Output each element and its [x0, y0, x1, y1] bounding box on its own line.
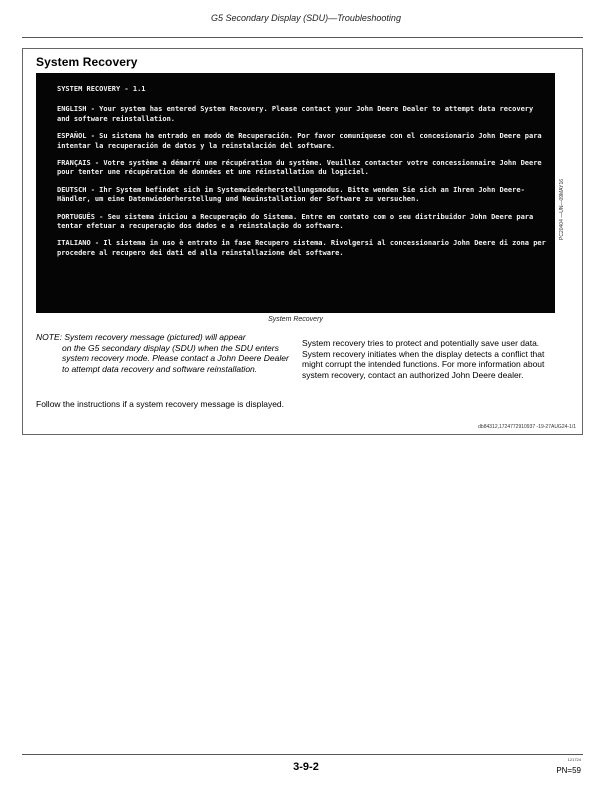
note-block [36, 332, 290, 374]
footer-code: 121724 [567, 757, 581, 762]
document-reference: db84312,1724772910937 -19-27AUG24-1/1 [478, 424, 576, 430]
note-label: NOTE: System recovery message (pictured) will appear [36, 332, 246, 342]
running-header: G5 Secondary Display (SDU)—Troubleshooting [211, 13, 401, 23]
screen-paragraph-portuguese: PORTUGUÊS - Seu sistema iniciou a Recuperação do Sistema. Entre em contato com o seu distribuidor John Deere para tentar efetuar a recuperação dos dados e a reinstalação do software. [57, 212, 534, 231]
screen-paragraph-english: ENGLISH - Your system has entered System Recovery. Please contact your John Deere Dealer to attempt data recovery and software reinstallation. [57, 105, 534, 123]
screen-paragraph-german: DEUTSCH - Ihr System befindet sich im Systemwiederherstellungsmodus. Bitte wenden Sie sich an Ihren John Deere-Händler, um eine Datenwiederherstellung und Neuinstallation der Software zu versuchen. [57, 185, 525, 204]
section-title: System Recovery [36, 55, 138, 69]
note-body: on the G5 secondary display (SDU) when the SDU enters system recovery mode. Please contact a John Deere Dealer to attempt data recovery and software reinstallation. [62, 342, 289, 374]
screen-paragraph-italian: ITALIANO - Il sistema in uso è entrato in fase Recupero sistema. Rivolgersi al concessionario John Deere di zona per procedere al recupero dei dati ed alla reinstallazione del software. [57, 239, 546, 257]
screen-title: SYSTEM RECOVERY - 1.1 [57, 85, 146, 93]
screen-paragraph-french: FRANÇAIS - Votre système a démarré une récupération du système. Veuillez contacter votre concessionnaire John Deere pour tenter une récupération de données et une réinstallation du logiciel. [57, 159, 542, 177]
header-divider [22, 37, 583, 38]
description-paragraph: System recovery tries to protect and potentially save user data. System recovery initiates when the display detects a conflict that might corrupt the intended functions. For more information about system recovery, contact an authorized John Deere dealer. [302, 338, 545, 380]
figure-caption: System Recovery [268, 316, 323, 323]
screen-paragraph-spanish: ESPAÑOL - Su sistema ha entrado en modo de Recuperación. Por favor comuníquese con el concesionario John Deere para intentar la recuperación de datos y la reinstalación del software. [57, 132, 542, 150]
screen-text-block [57, 85, 547, 266]
footer-pn: PN=59 [556, 766, 581, 775]
footer-divider [22, 754, 583, 755]
instruction-paragraph: Follow the instructions if a system recovery message is displayed. [36, 399, 285, 409]
system-recovery-screen-image [36, 73, 555, 313]
page-number: 3-9-2 [293, 761, 319, 773]
figure-reference-code: PC20404 —UN—09MAY16 [559, 178, 565, 240]
